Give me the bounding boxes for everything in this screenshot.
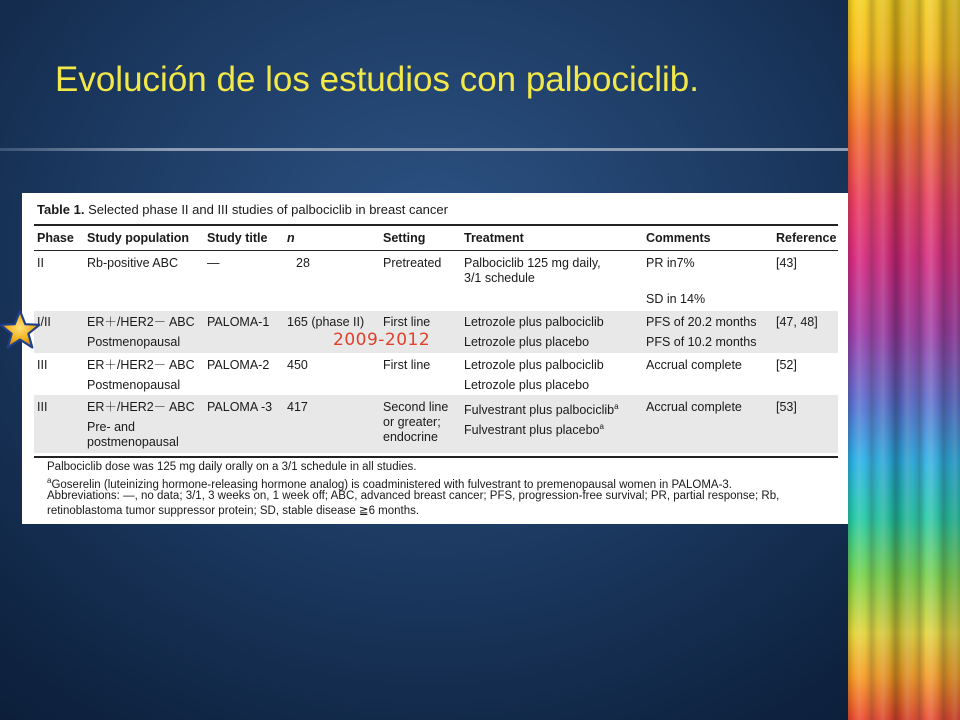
cell-treatment: Palbociclib 125 mg daily, (464, 256, 601, 270)
cell-n: 165 (phase II) (287, 315, 365, 329)
cell-treatment: Fulvestrant plus palbociclib$^a$ (464, 402, 619, 418)
footnote: $^a$Goserelin (luteinizing hormone-releasing hormone analog) is coadministered with fulvestrant to premenopausal women in PALOMA-3. (47, 476, 732, 491)
cell-treatment: Fulvestrant plus placebo$^a$ (464, 422, 604, 438)
cell-treatment: Letrozole plus palbociclib (464, 315, 604, 329)
cell-setting: or greater; (383, 415, 441, 429)
header-setting: Setting (383, 231, 426, 245)
table-header-row (34, 227, 838, 249)
cell-treatment: Letrozole plus placebo (464, 378, 590, 392)
cell-n: 28 (296, 256, 310, 270)
table-row (34, 353, 838, 395)
cell-population: ER＋/HER2－ ABC (87, 400, 195, 414)
cell-reference: [52] (776, 358, 797, 372)
table-row (34, 251, 838, 311)
year-range-annotation: 2009-2012 (333, 330, 431, 350)
table-bottom-rule (34, 456, 838, 458)
cell-setting: First line (383, 358, 431, 372)
table-top-rule (34, 224, 838, 226)
cell-population: Postmenopausal (87, 335, 181, 349)
header-n: n (287, 231, 295, 245)
cell-reference: [43] (776, 256, 797, 270)
header-population: Study population (87, 231, 190, 245)
footnote: Palbociclib dose was 125 mg daily orally on a 3/1 schedule in all studies. (47, 461, 417, 473)
cell-treatment: 3/1 schedule (464, 271, 535, 285)
rainbow-side-band-texture (848, 0, 960, 720)
cell-phase: I/II (37, 315, 51, 329)
footnote: retinoblastoma tumor suppressor protein; SD, stable disease ≧6 months. (47, 505, 420, 517)
cell-title: PALOMA-2 (207, 358, 270, 372)
header-treatment: Treatment (464, 231, 524, 245)
cell-comments: PFS of 20.2 months (646, 315, 757, 329)
header-reference: Reference (776, 231, 837, 245)
cell-title: PALOMA -3 (207, 400, 273, 414)
cell-setting: Second line (383, 400, 449, 414)
cell-treatment: Letrozole plus placebo (464, 335, 590, 349)
cell-comments: Accrual complete (646, 400, 742, 414)
table-row (34, 311, 838, 353)
cell-title: PALOMA-1 (207, 315, 270, 329)
star-icon (0, 310, 40, 350)
cell-n: 417 (287, 400, 308, 414)
cell-treatment: Letrozole plus palbociclib (464, 358, 604, 372)
header-comments: Comments (646, 231, 711, 245)
cell-population: Rb-positive ABC (87, 256, 179, 270)
cell-title: — (207, 256, 220, 270)
header-title: Study title (207, 231, 268, 245)
cell-phase: II (37, 256, 44, 270)
cell-comments: PR in7% (646, 256, 695, 270)
cell-comments: Accrual complete (646, 358, 742, 372)
table-row (34, 395, 838, 453)
cell-comments: PFS of 10.2 months (646, 335, 757, 349)
study-table-image (22, 193, 848, 524)
cell-phase: III (37, 400, 48, 414)
cell-reference: [53] (776, 400, 797, 414)
cell-setting: First line (383, 315, 431, 329)
table-caption-text: Selected phase II and III studies of palbociclib in breast cancer (88, 202, 448, 217)
cell-population: postmenopausal (87, 435, 179, 449)
cell-reference: [47, 48] (776, 315, 818, 329)
cell-population: Pre- and (87, 420, 135, 434)
footnote: Abbreviations: —, no data; 3/1, 3 weeks on, 1 week off; ABC, advanced breast cancer; PFS, progression-free survival; PR, partial response; Rb, (47, 490, 780, 502)
table-caption (37, 202, 448, 217)
cell-setting: Pretreated (383, 256, 442, 270)
table-caption-label: Table 1. (37, 202, 85, 217)
title-divider (0, 148, 848, 151)
cell-population: Postmenopausal (87, 378, 181, 392)
cell-population: ER＋/HER2－ ABC (87, 358, 195, 372)
cell-phase: III (37, 358, 48, 372)
cell-population: ER＋/HER2－ ABC (87, 315, 195, 329)
cell-n: 450 (287, 358, 308, 372)
cell-comments: SD in 14% (646, 292, 706, 306)
slide-title: Evolución de los estudios con palbociclib. (55, 60, 699, 99)
cell-setting: endocrine (383, 430, 438, 444)
header-phase: Phase (37, 231, 74, 245)
